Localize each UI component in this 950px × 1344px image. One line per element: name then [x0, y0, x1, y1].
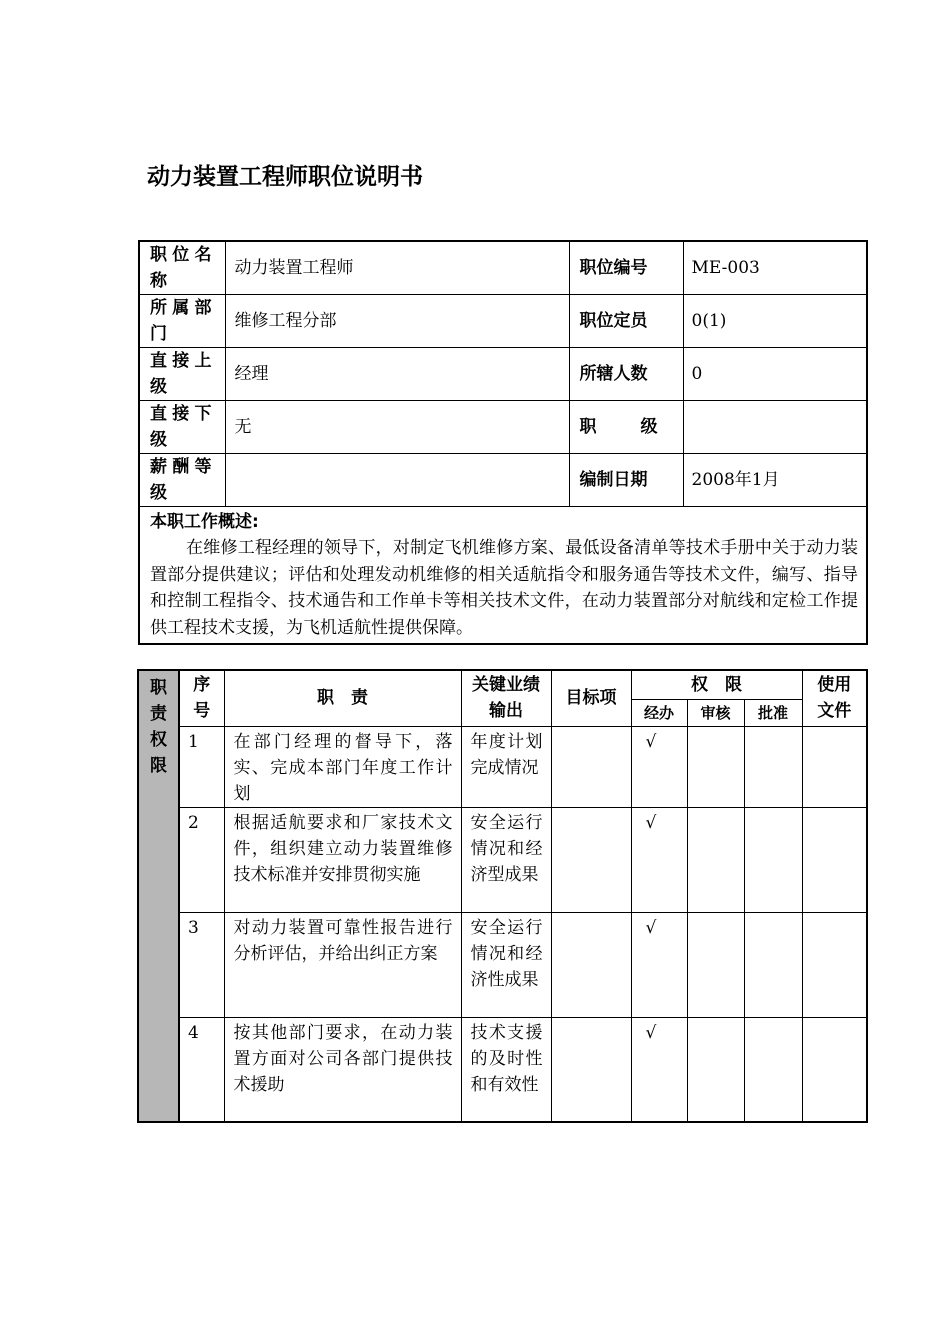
summary-row	[139, 507, 867, 645]
row-number: 2	[179, 807, 224, 912]
row-duty: 在部门经理的督导下，落实、完成本部门年度工作计划	[224, 726, 461, 807]
value-position-code: ME-003	[683, 241, 867, 295]
label-department: 所属部门	[139, 295, 225, 348]
row-target	[551, 1017, 631, 1122]
row-execute: √	[631, 726, 687, 807]
header-kpi: 关键业绩输出	[461, 670, 551, 726]
row-approve	[744, 807, 802, 912]
value-subordinates-count: 0	[683, 348, 867, 401]
value-grade	[683, 401, 867, 454]
summary-body: 在维修工程经理的领导下，对制定飞机维修方案、最低设备清单等技术手册中关于动力装置部分提供建议；评估和处理发动机维修的相关适航指令和服务通告等技术文件，编写、指导和控制工程指令、技术通告和工作单卡等相关技术文件，在动力装置部分对航线和定检工作提供工程技术支援，为飞机适航性提供保障。	[150, 538, 858, 638]
row-execute: √	[631, 807, 687, 912]
info-row	[139, 348, 867, 401]
row-execute: √	[631, 1017, 687, 1122]
value-salary-level	[225, 454, 569, 507]
row-kpi: 安全运行情况和经济性成果	[461, 912, 551, 1017]
header-seq: 序号	[179, 670, 224, 726]
info-row	[139, 454, 867, 507]
row-target	[551, 726, 631, 807]
header-row	[138, 670, 867, 699]
row-execute: √	[631, 912, 687, 1017]
header-approve: 批准	[744, 699, 802, 726]
row-review	[687, 726, 744, 807]
label-subordinates-count: 所辖人数	[569, 348, 683, 401]
header-review: 审核	[687, 699, 744, 726]
position-info-table	[138, 240, 868, 645]
value-position-name: 动力装置工程师	[225, 241, 569, 295]
header-target: 目标项	[551, 670, 631, 726]
value-headcount: 0(1)	[683, 295, 867, 348]
row-target	[551, 807, 631, 912]
label-grade-part-1: 职	[579, 417, 597, 437]
summary-heading: 本职工作概述:	[150, 512, 259, 532]
row-review	[687, 912, 744, 1017]
label-salary-level: 薪酬等级	[139, 454, 225, 507]
row-approve	[744, 1017, 802, 1122]
row-duty: 对动力装置可靠性报告进行分析评估，并给出纠正方案	[224, 912, 461, 1017]
row-kpi: 安全运行情况和经济型成果	[461, 807, 551, 912]
info-row	[139, 295, 867, 348]
row-kpi: 年度计划完成情况	[461, 726, 551, 807]
info-row	[139, 401, 867, 454]
label-grade-part-2: 级	[640, 417, 658, 437]
job-summary	[139, 507, 867, 645]
row-docs	[802, 912, 867, 1017]
label-grade	[569, 401, 683, 454]
row-docs	[802, 726, 867, 807]
header-docs: 使用文件	[802, 670, 867, 726]
row-review	[687, 807, 744, 912]
header-authority: 权 限	[631, 670, 802, 699]
row-duty: 根据适航要求和厂家技术文件，组织建立动力装置维修技术标准并安排贯彻实施	[224, 807, 461, 912]
value-prepared-date: 2008年1月	[683, 454, 867, 507]
row-number: 1	[179, 726, 224, 807]
page-title: 动力装置工程师职位说明书	[147, 164, 423, 190]
duties-table	[137, 669, 868, 1123]
value-supervisor: 经理	[225, 348, 569, 401]
row-kpi: 技术支援的及时性和有效性	[461, 1017, 551, 1122]
row-docs	[802, 807, 867, 912]
side-label: 职责权限	[150, 678, 167, 776]
row-number: 3	[179, 912, 224, 1017]
row-duty: 按其他部门要求，在动力装置方面对公司各部门提供技术援助	[224, 1017, 461, 1122]
label-headcount: 职位定员	[569, 295, 683, 348]
table-row	[138, 912, 867, 1017]
value-department: 维修工程分部	[225, 295, 569, 348]
label-position-code: 职位编号	[569, 241, 683, 295]
row-number: 4	[179, 1017, 224, 1122]
row-approve	[744, 726, 802, 807]
table-row	[138, 726, 867, 807]
row-docs	[802, 1017, 867, 1122]
row-approve	[744, 912, 802, 1017]
row-review	[687, 1017, 744, 1122]
row-target	[551, 912, 631, 1017]
info-row	[139, 241, 867, 295]
label-position-name: 职位名称	[139, 241, 225, 295]
side-label-cell	[138, 670, 179, 1122]
header-execute: 经办	[631, 699, 687, 726]
label-prepared-date: 编制日期	[569, 454, 683, 507]
value-direct-reports: 无	[225, 401, 569, 454]
label-supervisor: 直接上级	[139, 348, 225, 401]
table-row	[138, 807, 867, 912]
table-row	[138, 1017, 867, 1122]
label-direct-reports: 直接下级	[139, 401, 225, 454]
header-duty: 职 责	[224, 670, 461, 726]
